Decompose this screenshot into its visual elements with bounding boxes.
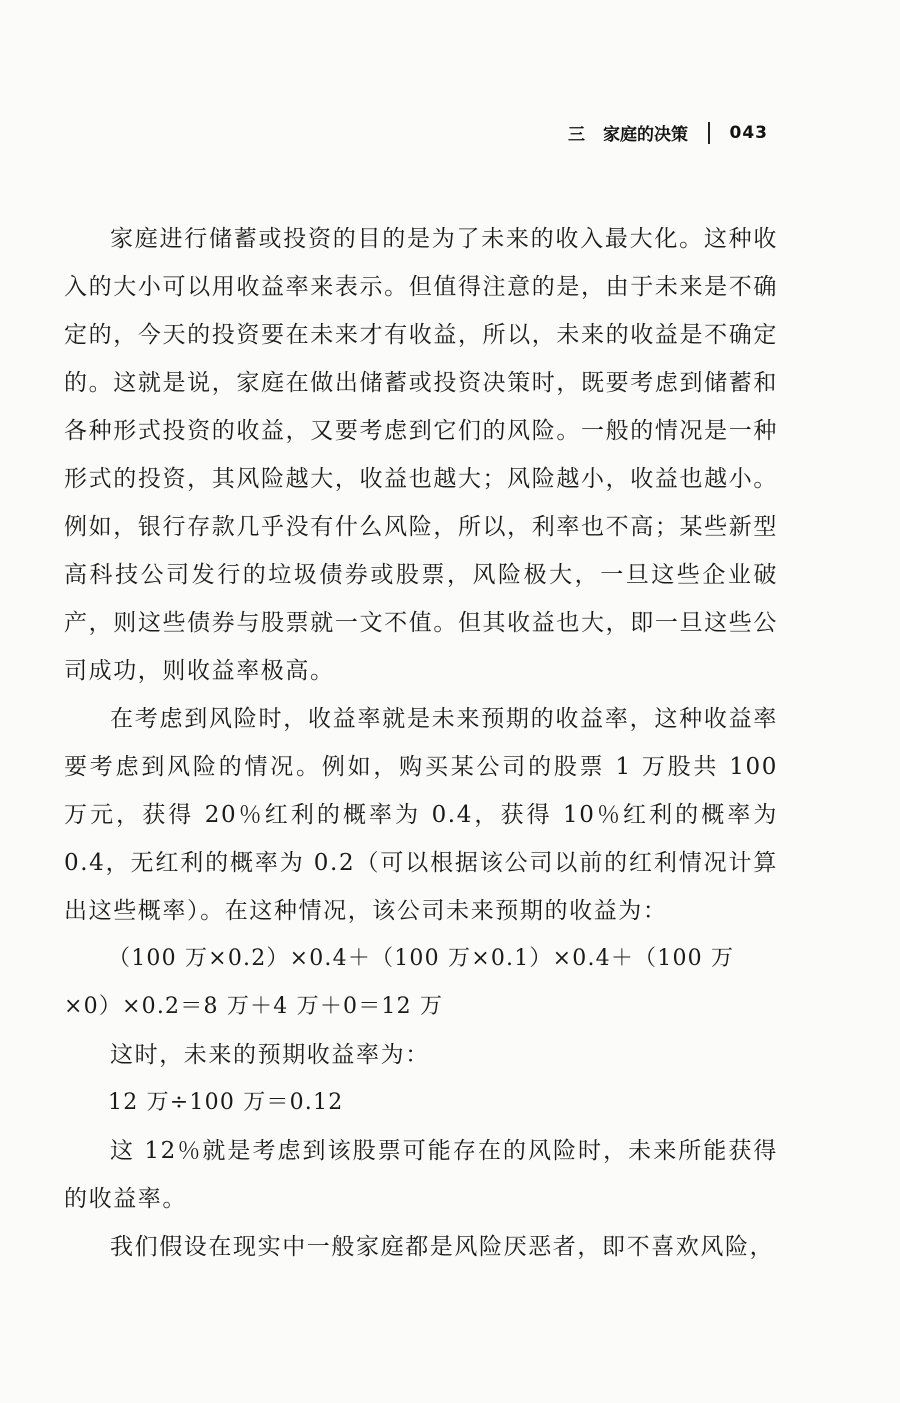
page-number: 043: [729, 122, 768, 143]
line-expected-rate: 这时，未来的预期收益率为：: [110, 1042, 430, 1068]
formula-expected-income: （100 万×0.2）×0.4＋（100 万×0.1）×0.4＋（100 万×0）×0.2＝8 万＋4 万＋0＝12 万: [64, 946, 735, 1019]
running-header: [568, 120, 768, 145]
section-title: 家庭的决策: [603, 125, 688, 145]
paragraph-risk-expected-return: 在考虑到风险时，收益率就是未来预期的收益率，这种收益率要考虑到风险的情况。例如，购买某公司的股票 1 万股共 100 万元，获得 20％红利的概率为 0.4，获得 10％红利的概率为 0.4，无红利的概率为 0.2（可以根据该公司以前的红利情况计算出这些概率）。在这种情况，该公司未来预期的收益为：: [64, 706, 778, 924]
paragraph-rate-explanation: 这 12％就是考虑到该股票可能存在的风险时，未来所能获得的收益率。: [64, 1138, 778, 1212]
header-divider: [708, 122, 710, 144]
formula-expected-rate: 12 万÷100 万＝0.12: [108, 1090, 344, 1115]
paragraph-risk-averse: 我们假设在现实中一般家庭都是风险厌恶者，即不喜欢风险，: [110, 1234, 775, 1260]
page-body: [64, 215, 778, 1271]
paragraph-savings-investment: 家庭进行储蓄或投资的目的是为了未来的收入最大化。这种收入的大小可以用收益率来表示。但值得注意的是，由于未来是不确定的，今天的投资要在未来才有收益，所以，未来的收益是不确定的。这就是说，家庭在做出储蓄或投资决策时，既要考虑到储蓄和各种形式投资的收益，又要考虑到它们的风险。一般的情况是一种形式的投资，其风险越大，收益也越大；风险越小，收益也越小。例如，银行存款几乎没有什么风险，所以，利率也不高；某些新型高科技公司发行的垃圾债券或股票，风险极大，一旦这些企业破产，则这些债券与股票就一文不值。但其收益也大，即一旦这些公司成功，则收益率极高。: [64, 226, 778, 684]
chapter-number: 三: [568, 125, 585, 145]
